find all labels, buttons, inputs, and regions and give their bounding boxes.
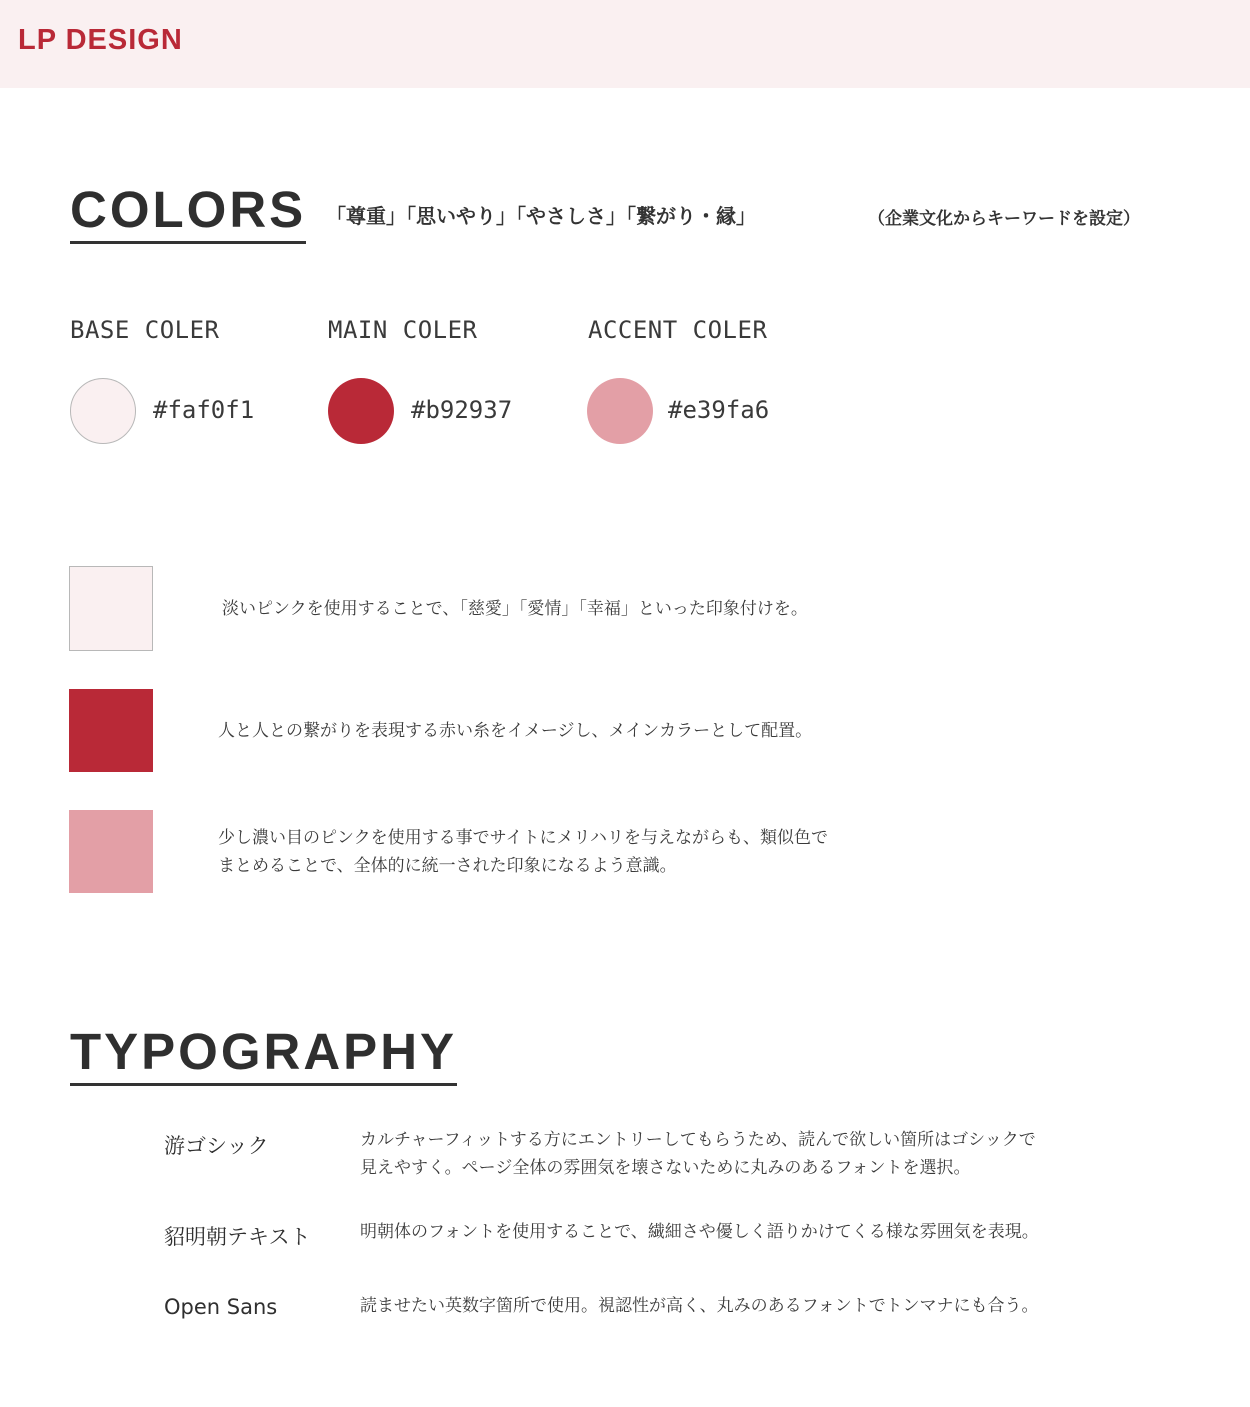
accent-color-hex: #e39fa6 xyxy=(668,396,770,424)
font-name-open-sans: Open Sans xyxy=(164,1295,278,1319)
base-color-square xyxy=(69,566,153,651)
base-color-swatch xyxy=(70,378,136,444)
colors-section-title: COLORS xyxy=(70,184,306,244)
font-desc-mincho: 明朝体のフォントを使用することで、繊細さや優しく語りかけてくる様な雰囲気を表現。 xyxy=(360,1222,1039,1242)
font-desc-yu-gothic: カルチャーフィットする方にエントリーしてもらうため、読んで欲しい箇所はゴシックで 見えやすく。ページ全体の雰囲気を壊さないために丸みのあるフォントを選択。 xyxy=(360,1130,1036,1178)
base-color-label: BASE COLER xyxy=(70,316,220,344)
accent-color-description: 少し濃い目のピンクを使用する事でサイトにメリハリを与えながらも、類似色で まとめることで、全体的に統一された印象になるよう意識。 xyxy=(218,828,828,876)
base-color-hex: #faf0f1 xyxy=(153,396,255,424)
base-color-description: 淡いピンクを使用することで、「慈愛」「愛情」「幸福」といった印象付けを。 xyxy=(222,599,808,619)
logo[interactable]: LP DESIGN xyxy=(18,24,183,56)
color-keywords: 「尊重」「思いやり」「やさしさ」「繋がり・縁」 xyxy=(326,204,756,228)
main-color-hex: #b92937 xyxy=(411,396,513,424)
main-color-swatch xyxy=(328,378,394,444)
font-desc-open-sans: 読ませたい英数字箇所で使用。視認性が高く、丸みのあるフォントでトンマナにも合う。 xyxy=(360,1296,1039,1316)
accent-color-swatch xyxy=(587,378,653,444)
accent-color-square xyxy=(69,810,153,893)
main-color-square xyxy=(69,689,153,772)
color-keywords-note: （企業文化からキーワードを設定） xyxy=(868,209,1140,229)
main-color-description: 人と人との繋がりを表現する赤い糸をイメージし、メインカラーとして配置。 xyxy=(218,721,813,741)
typography-section-title: TYPOGRAPHY xyxy=(70,1026,457,1086)
font-name-yu-gothic: 游ゴシック xyxy=(164,1134,269,1158)
accent-color-label: ACCENT COLER xyxy=(588,316,768,344)
main-color-label: MAIN COLER xyxy=(328,316,478,344)
header xyxy=(0,0,1250,88)
font-name-mincho: 貂明朝テキスト xyxy=(164,1225,311,1249)
